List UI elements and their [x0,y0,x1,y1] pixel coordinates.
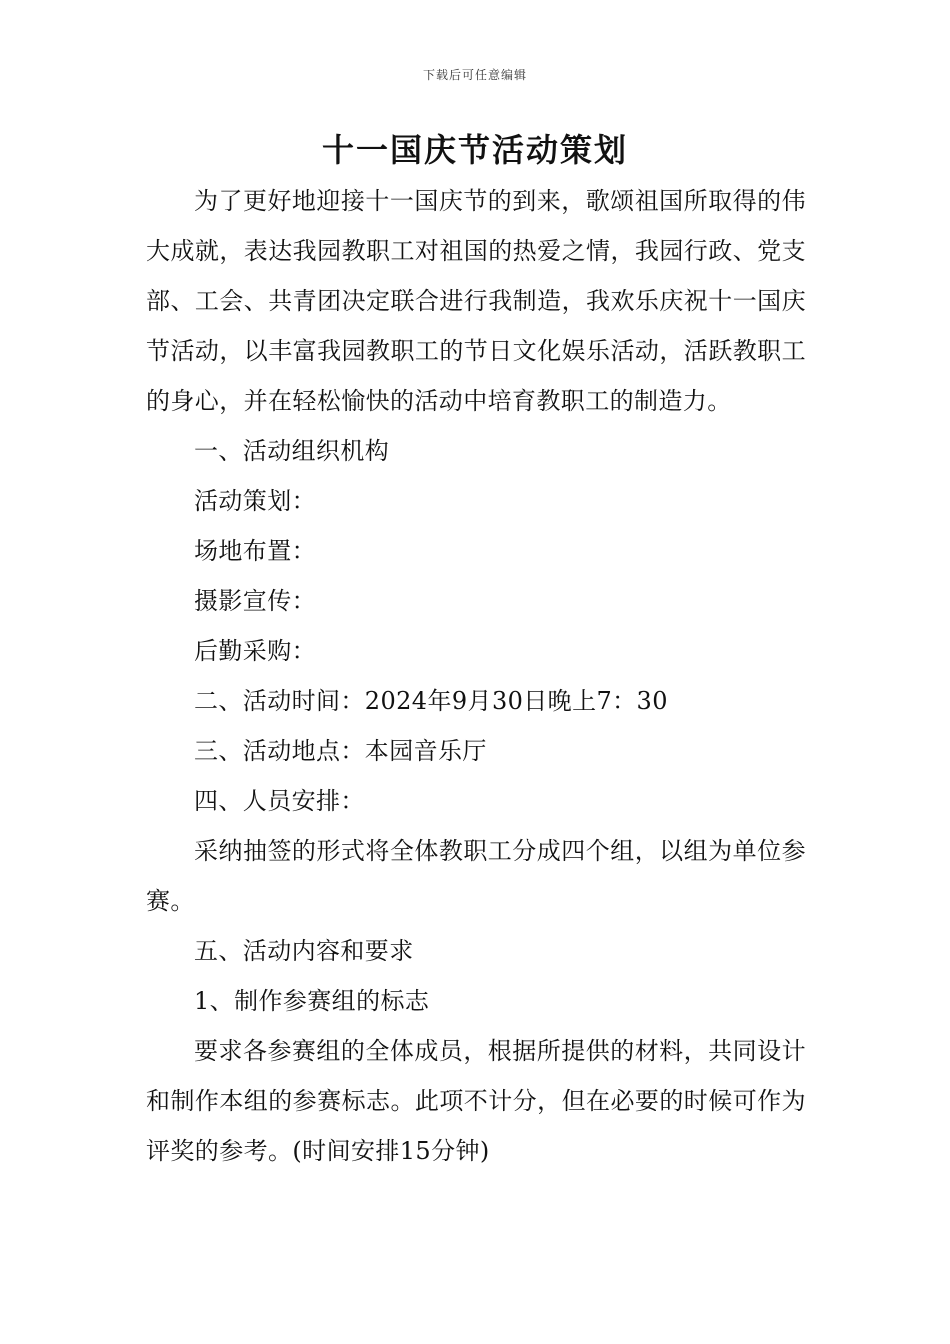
section-heading-personnel: 四、人员安排： [194,787,365,815]
section-location: 三、活动地点：本园音乐厅 [194,737,487,765]
role-venue-setup: 场地布置： [194,537,316,565]
role-logistics: 后勤采购： [194,637,316,665]
header-note: 下载后可任意编辑 [422,68,527,82]
role-planning: 活动策划： [194,487,316,515]
role-photography: 摄影宣传： [194,587,316,615]
section-heading-content: 五、活动内容和要求 [194,937,414,965]
logo-requirements-paragraph: 要求各参赛组的全体成员，根据所提供的材料，共同设计和制作本组的参赛标志。此项不计分，但在必要的时候可作为评奖的参考。(时间安排15分钟) [146,1037,806,1165]
personnel-paragraph: 采纳抽签的形式将全体教职工分成四个组，以组为单位参赛。 [146,837,806,915]
document-title: 十一国庆节活动策划 [321,131,628,169]
section-time: 二、活动时间：2024年9月30日晚上7：30 [194,687,668,715]
subsection-logo: 1、制作参赛组的标志 [194,987,430,1015]
intro-paragraph: 为了更好地迎接十一国庆节的到来，歌颂祖国所取得的伟大成就，表达我园教职工对祖国的热爱之情，我园行政、党支部、工会、共青团决定联合进行我制造，我欢乐庆祝十一国庆节活动，以丰富我园教职工的节日文化娱乐活动，活跃教职工的身心，并在轻松愉快的活动中培育教职工的制造力。 [146,187,806,415]
document-body [146,176,806,1176]
section-heading-organization: 一、活动组织机构 [194,437,390,465]
